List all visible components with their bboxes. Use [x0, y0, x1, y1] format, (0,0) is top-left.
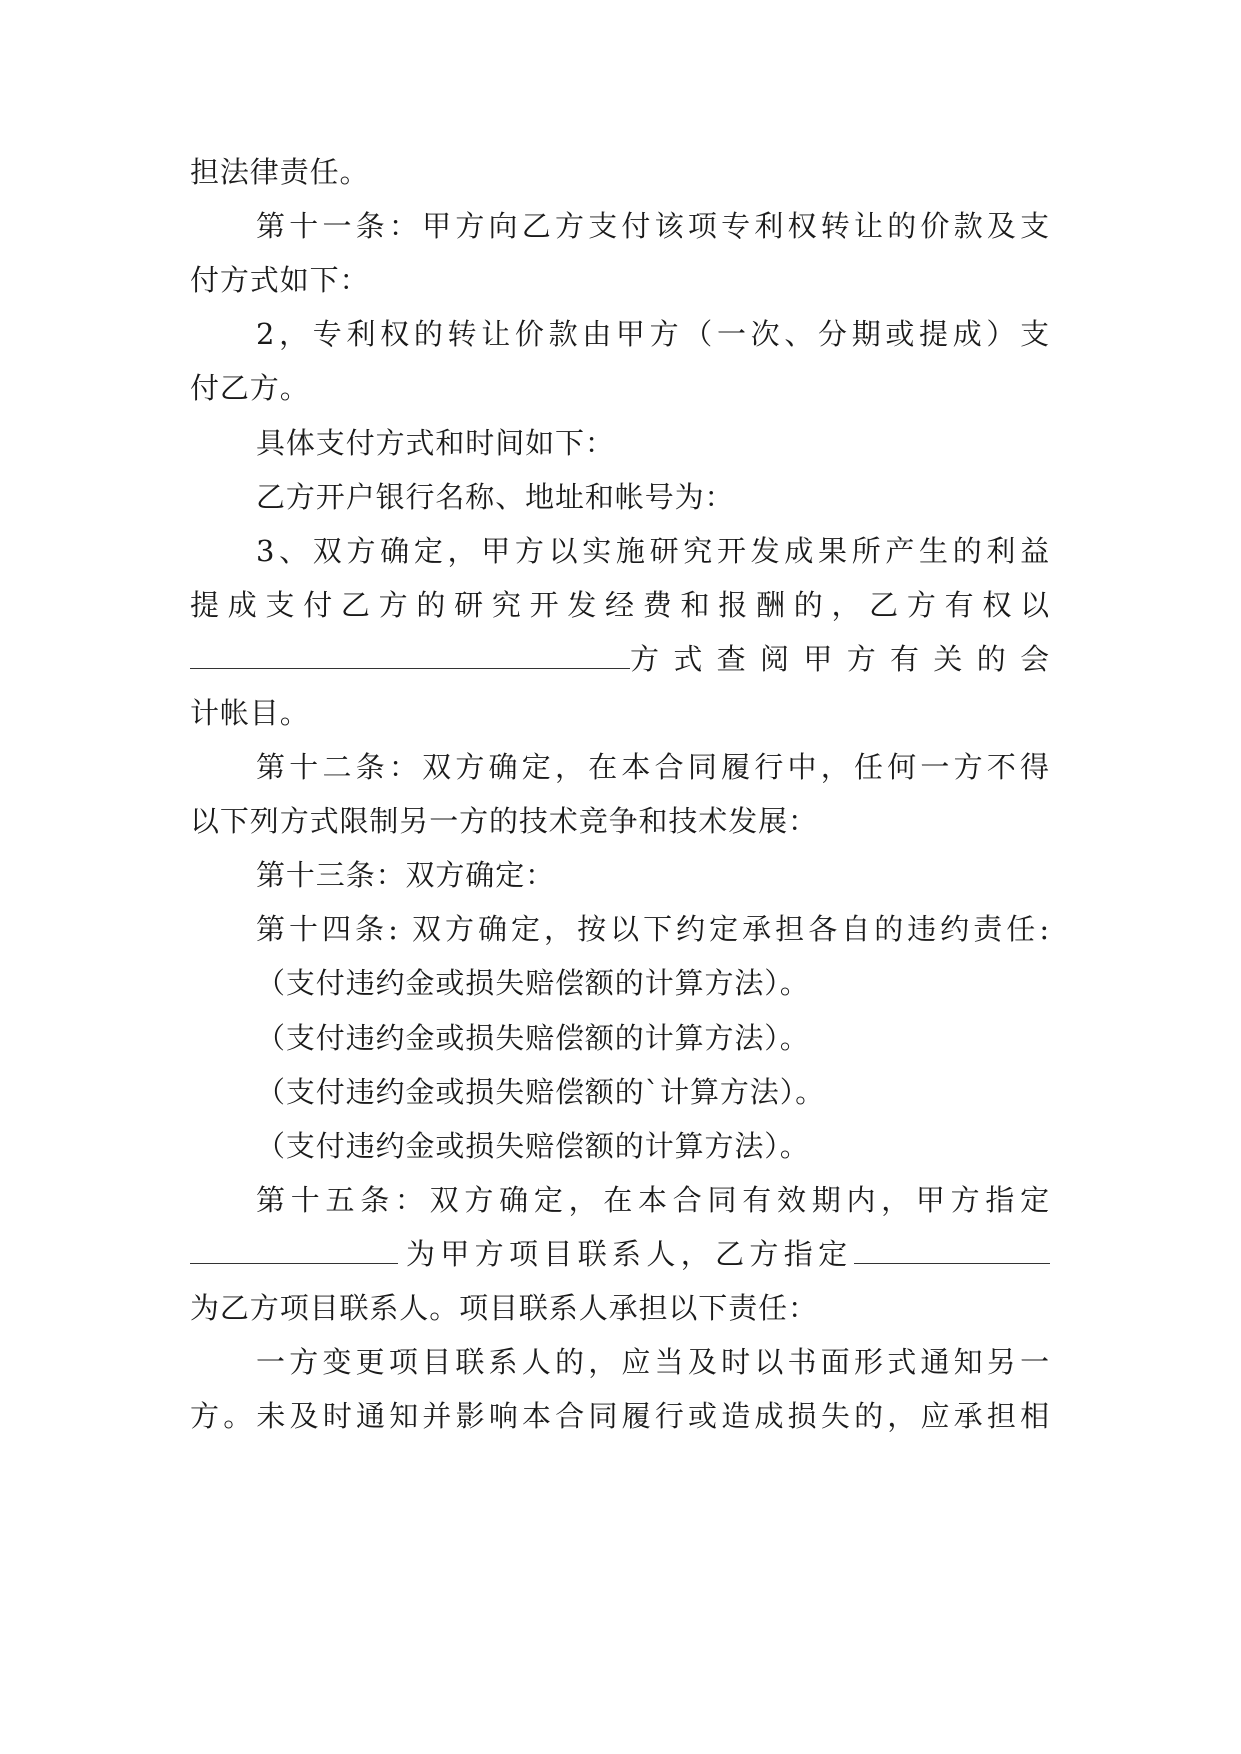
penalty-line-4: （支付违约金或损失赔偿额的计算方法）。 — [256, 1129, 810, 1163]
article-15-line-3: 为乙方项目联系人。项目联系人承担以下责任： — [190, 1291, 818, 1325]
penalty-line-2: （支付违约金或损失赔偿额的计算方法）。 — [256, 1021, 810, 1055]
bank-account-line: 乙方开户银行名称、地址和帐号为： — [256, 480, 735, 514]
penalty-line-1: （支付违约金或损失赔偿额的计算方法）。 — [256, 966, 810, 1000]
clause-3-line-4: 计帐目。 — [190, 696, 310, 730]
article-12-line-2: 以下列方式限制另一方的技术竞争和技术发展： — [190, 804, 818, 838]
blank-underline[interactable] — [854, 1237, 1050, 1264]
contact-change-line-1: 一方变更项目联系人的，应当及时以书面形式通知另一 — [256, 1345, 1050, 1379]
article-11-line-1: 第十一条：甲方向乙方支付该项专利权转让的价款及支 — [256, 209, 1050, 243]
contact-change-line-2: 方。未及时通知并影响本合同履行或造成损失的，应承担相 — [190, 1399, 1050, 1433]
paragraph-line: 担法律责任。 — [190, 155, 370, 189]
article-12-line-1: 第十二条：双方确定，在本合同履行中，任何一方不得 — [256, 750, 1050, 784]
clause-3-line-1: 3、双方确定，甲方以实施研究开发成果所产生的利益 — [256, 534, 1050, 568]
clause-2-line-1: 2，专利权的转让价款由甲方（一次、分期或提成）支 — [256, 317, 1050, 351]
payment-method-line: 具体支付方式和时间如下： — [256, 426, 615, 460]
blank-underline[interactable] — [190, 1237, 398, 1264]
clause-3-line-3-text: 方式查阅甲方有关的会 — [630, 642, 1050, 676]
penalty-line-3: （支付违约金或损失赔偿额的`计算方法）。 — [256, 1075, 826, 1109]
article-13-line: 第十三条：双方确定： — [256, 858, 556, 892]
article-14-line: 第十四条: 双方确定，按以下约定承担各自的违约责任: — [256, 912, 1050, 946]
clause-3-line-3 — [190, 639, 1050, 679]
article-15-line-2 — [190, 1234, 1050, 1274]
article-11-line-2: 付方式如下： — [190, 263, 370, 297]
clause-3-line-2: 提成支付乙方的研究开发经费和报酬的，乙方有权以 — [190, 588, 1050, 622]
article-15-line-1: 第十五条：双方确定，在本合同有效期内，甲方指定 — [256, 1183, 1050, 1217]
clause-2-line-2: 付乙方。 — [190, 371, 310, 405]
blank-underline[interactable] — [190, 642, 630, 669]
article-15-line-2-text: 为甲方项目联系人，乙方指定 — [406, 1237, 848, 1271]
